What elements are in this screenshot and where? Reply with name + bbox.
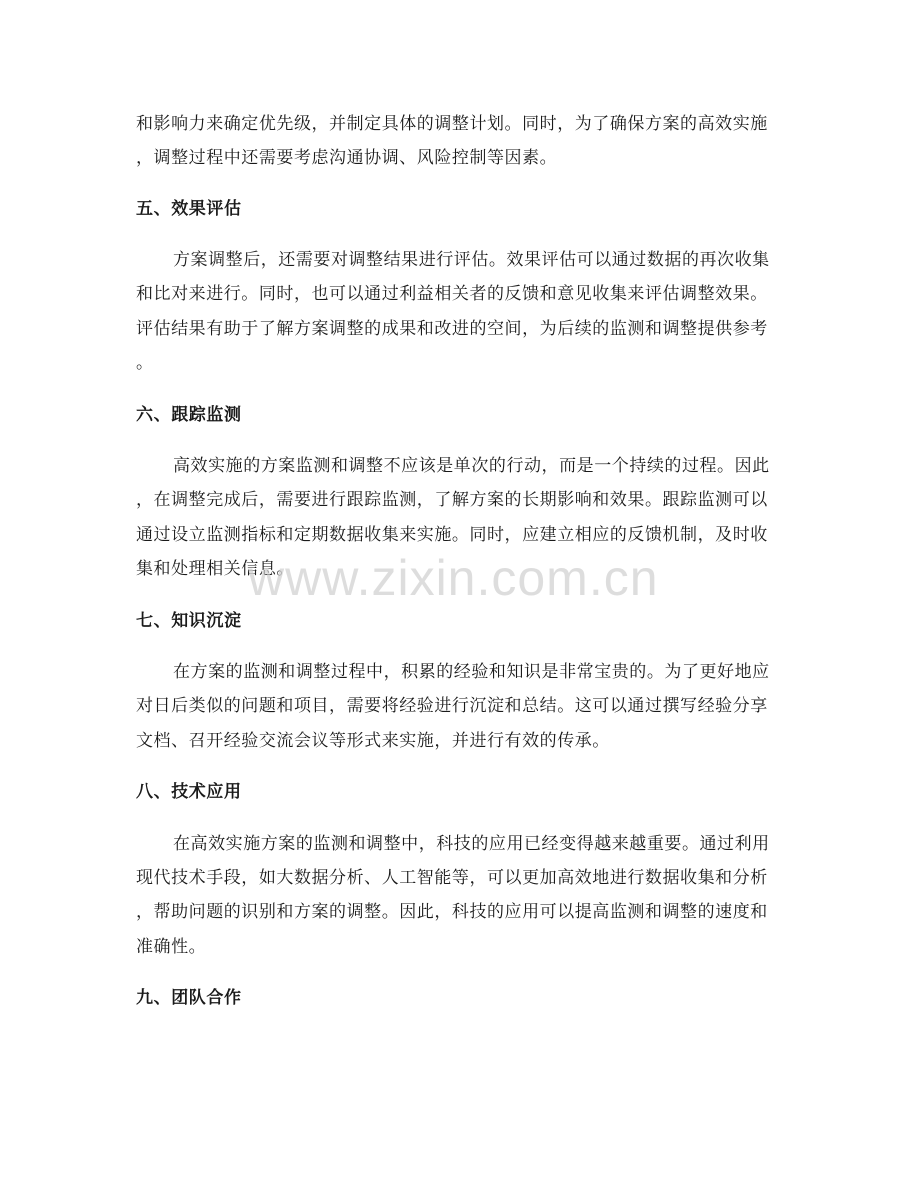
paragraph-line: ，在调整完成后，需要进行跟踪监测，了解方案的长期影响和效果。跟踪监测可以 [136, 490, 768, 510]
watermark: www.zixin.com.cn [248, 550, 659, 606]
paragraph-line: 。 [136, 353, 154, 373]
paragraph-line: 高效实施的方案监测和调整不应该是单次的行动，而是一个持续的过程。因此 [173, 456, 770, 476]
paragraph-line: 方案调整后，还需要对调整结果进行评估。效果评估可以通过数据的再次收集 [173, 250, 770, 270]
section-heading: 八、技术应用 [136, 782, 242, 802]
paragraph-line: ，调整过程中还需要考虑沟通协调、风险控制等因素。 [136, 148, 558, 168]
section-heading: 六、跟踪监测 [136, 405, 242, 425]
section-heading: 五、效果评估 [136, 199, 242, 219]
paragraph-line: 在方案的监测和调整过程中，积累的经验和知识是非常宝贵的。为了更好地应 [173, 662, 770, 682]
paragraph-line: 对日后类似的问题和项目，需要将经验进行沉淀和总结。这可以通过撰写经验分享 [136, 696, 768, 716]
section-heading: 七、知识沉淀 [136, 611, 242, 631]
paragraph-line: 现代技术手段，如大数据分析、人工智能等，可以更加高效地进行数据收集和分析 [136, 868, 768, 888]
paragraph-line: 评估结果有助于了解方案调整的成果和改进的空间，为后续的监测和调整提供参考 [136, 319, 768, 339]
section-heading: 九、团队合作 [136, 988, 242, 1008]
paragraph-line: 文档、召开经验交流会议等形式来实施，并进行有效的传承。 [136, 731, 610, 751]
paragraph-line: 集和处理相关信息。 [136, 559, 294, 579]
paragraph-line: 和比对来进行。同时，也可以通过利益相关者的反馈和意见收集来评估调整效果。 [136, 284, 768, 304]
paragraph-line: ，帮助问题的识别和方案的调整。因此，科技的应用可以提高监测和调整的速度和 [136, 902, 768, 922]
paragraph-line: 和影响力来确定优先级，并制定具体的调整计划。同时，为了确保方案的高效实施 [136, 114, 768, 134]
paragraph-line: 准确性。 [136, 937, 207, 957]
paragraph-line: 通过设立监测指标和定期数据收集来实施。同时，应建立相应的反馈机制，及时收 [136, 525, 768, 545]
paragraph-line: 在高效实施方案的监测和调整中，科技的应用已经变得越来越重要。通过利用 [173, 834, 770, 854]
